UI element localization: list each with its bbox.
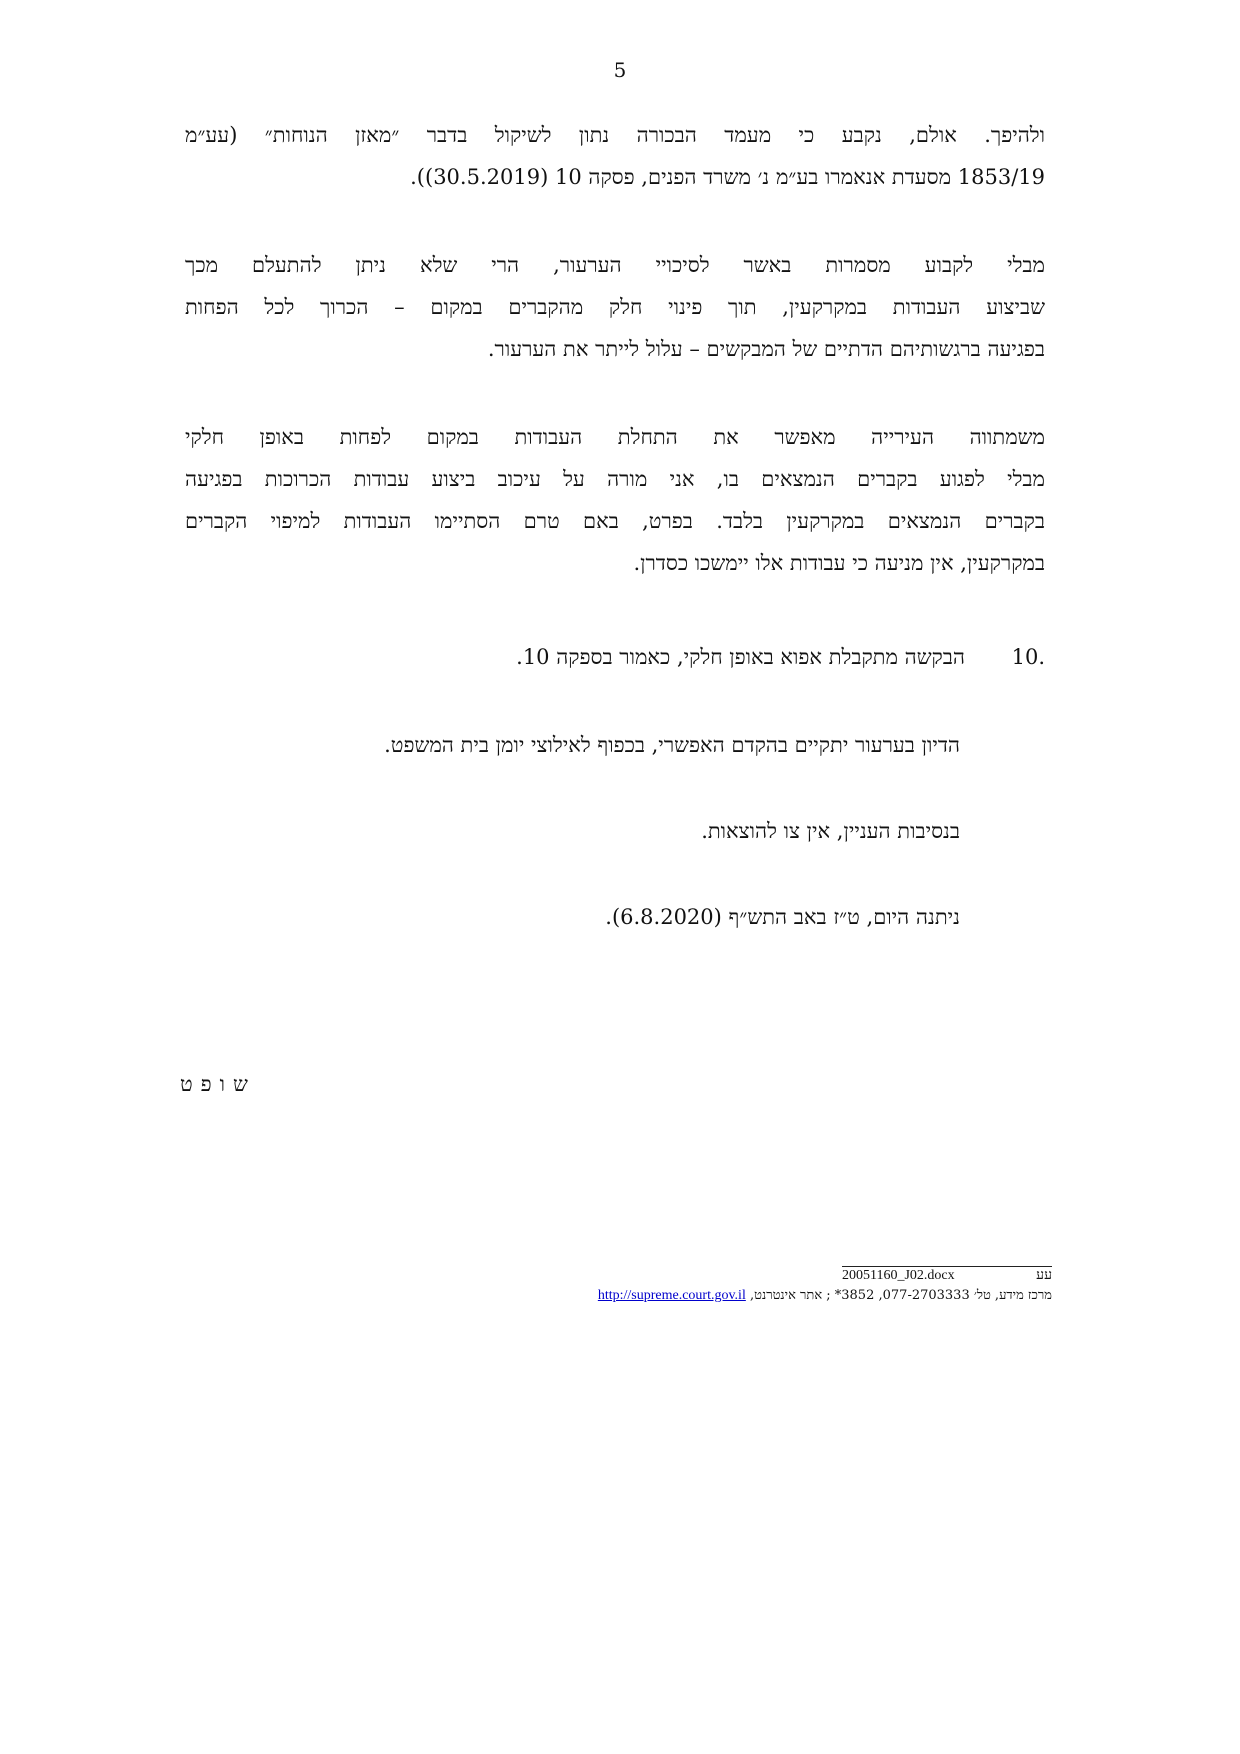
paragraph-line: בפגיעה ברגשותיהם הדתיים של המבקשים – עלול לייתר את הערעור. (487, 337, 1045, 361)
paragraph-line: מבלי לקבוע מסמרות באשר לסיכויי הערעור, הרי שלא ניתן להתעלם מכך (185, 253, 1045, 277)
section-number: .10 (1011, 645, 1045, 669)
footer-website-link[interactable]: http://supreme.court.gov.il (597, 1288, 746, 1303)
date-line: ניתנה היום, ט״ז באב התש״ף (6.8.2020). (605, 905, 960, 929)
hearing-line: הדיון בערעור יתקיים בהקדם האפשרי, בכפוף לאילוצי יומן בית המשפט. (384, 733, 960, 757)
paragraph-precedent (185, 114, 1045, 198)
footer-contact (598, 1287, 1052, 1304)
footer-initials: עע (1036, 1268, 1052, 1283)
section-text: הבקשה מתקבלת אפוא באופן חלקי, כאמור בספקה 10. (516, 645, 965, 669)
paragraph-line: 1853/19 מסעדת אנאמרו בע״מ נ׳ משרד הפנים, פסקה 10 (30.5.2019)). (410, 165, 1045, 189)
paragraph-line: שביצוע העבודות במקרקעין, תוך פינוי חלק מהקברים במקום – הכרוך לכל הפחות (185, 295, 1045, 319)
paragraph-order (185, 416, 1045, 584)
footer-contact-text: מרכז מידע, טל׳ 077-2703333, 3852* ; אתר אינטרנט, (749, 1288, 1052, 1303)
paragraph-line: ולהיפך. אולם, נקבע כי מעמד הבכורה נתון לשיקול בדבר ״מאזן הנוחות״ (עע״מ (185, 123, 1045, 147)
paragraph-line: בקברים הנמצאים במקרקעין בלבד. בפרט, באם טרם הסתיימו העבודות למיפוי הקברים (185, 509, 1045, 533)
paragraph-line: משמתווה העירייה מאפשר את התחלת העבודות במקום לפחות באופן חלקי (185, 425, 1045, 449)
paragraph-line: במקרקעין, אין מניעה כי עבודות אלו יימשכו כסדרן. (633, 551, 1045, 575)
paragraph-appeal-chances (185, 244, 1045, 370)
page-number: 5 (613, 58, 627, 82)
costs-line: בנסיבות העניין, אין צו להוצאות. (701, 819, 960, 843)
footer-file-info (842, 1268, 1052, 1284)
paragraph-line: מבלי לפגוע בקברים הנמצאים בו, אני מורה על עיכוב ביצוע עבודות הכרוכות בפגיעה (185, 467, 1045, 491)
footer-divider (842, 1266, 1052, 1267)
judge-signature: שופט (180, 1072, 256, 1096)
footer-filename: 20051160_J02.docx (842, 1268, 955, 1283)
